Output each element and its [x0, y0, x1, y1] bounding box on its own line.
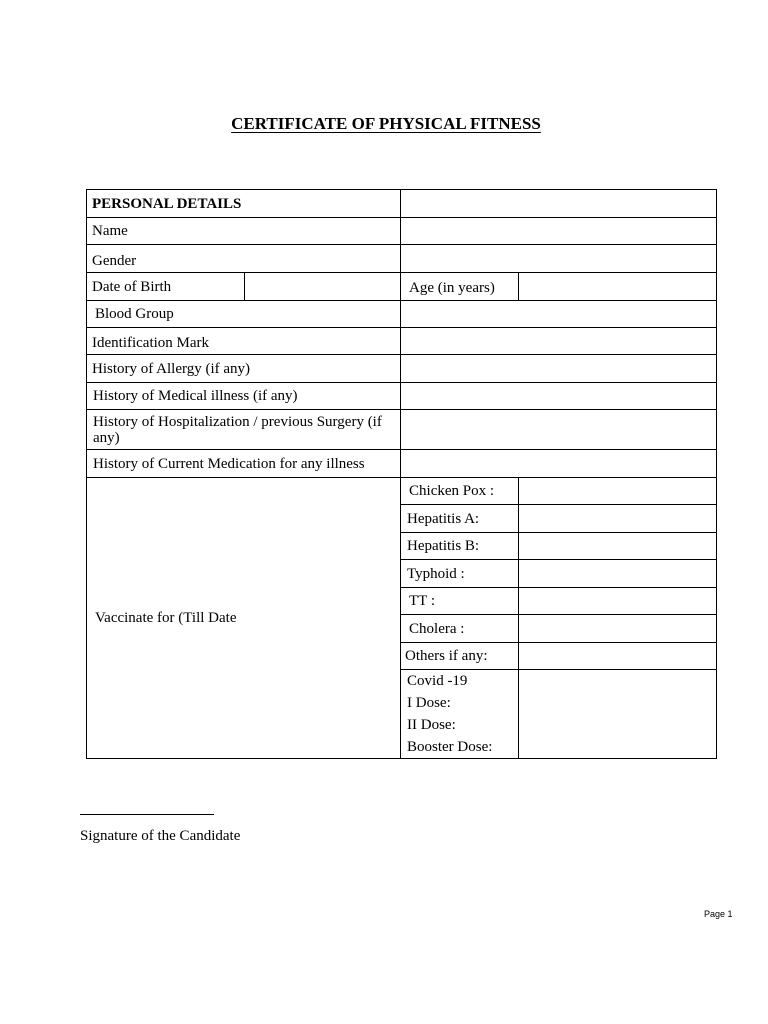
- age-label: Age (in years): [401, 273, 519, 301]
- allergy-field[interactable]: [401, 355, 717, 383]
- hepatitis-b-label: Hepatitis B:: [401, 533, 519, 560]
- page-title: CERTIFICATE OF PHYSICAL FITNESS: [231, 114, 541, 133]
- typhoid-label: Typhoid :: [401, 560, 519, 588]
- table-row: [87, 478, 717, 505]
- chicken-pox-label: Chicken Pox :: [401, 478, 519, 505]
- gender-label: Gender: [87, 245, 401, 273]
- age-field[interactable]: [519, 273, 717, 301]
- others-label: Others if any:: [401, 643, 519, 670]
- hepatitis-b-field[interactable]: [519, 533, 717, 560]
- hospitalization-label: History of Hospitalization / previous Surgery (if any): [87, 410, 401, 450]
- covid-label-cell: [401, 670, 519, 759]
- table-row: [87, 410, 717, 450]
- section-header-value-cell[interactable]: [401, 190, 717, 218]
- name-field[interactable]: [401, 218, 717, 245]
- identification-mark-label: Identification Mark: [87, 328, 401, 355]
- hepatitis-a-label: Hepatitis A:: [401, 505, 519, 533]
- typhoid-field[interactable]: [519, 560, 717, 588]
- cholera-field[interactable]: [519, 615, 717, 643]
- section-header: PERSONAL DETAILS: [87, 190, 401, 218]
- cholera-label: Cholera :: [401, 615, 519, 643]
- others-field[interactable]: [519, 643, 717, 670]
- vaccination-label: Vaccinate for (Till Date: [87, 478, 401, 759]
- table-row: [87, 218, 717, 245]
- dob-field[interactable]: [245, 273, 401, 301]
- table-row: [87, 355, 717, 383]
- page-number: Page 1: [704, 909, 733, 919]
- personal-details-table: [86, 189, 717, 759]
- table-row: [87, 273, 717, 301]
- covid-field[interactable]: [519, 670, 717, 759]
- tt-label: TT :: [401, 588, 519, 615]
- current-medication-field[interactable]: [401, 450, 717, 478]
- table-row: [87, 301, 717, 328]
- identification-mark-field[interactable]: [401, 328, 717, 355]
- current-medication-label: History of Current Medication for any illness: [87, 450, 401, 478]
- name-label: Name: [87, 218, 401, 245]
- hospitalization-field[interactable]: [401, 410, 717, 450]
- medical-illness-label: History of Medical illness (if any): [87, 383, 401, 410]
- gender-field[interactable]: [401, 245, 717, 273]
- blood-group-label: Blood Group: [87, 301, 401, 328]
- tt-field[interactable]: [519, 588, 717, 615]
- table-row: [87, 190, 717, 218]
- table-row: [87, 450, 717, 478]
- table-row: [87, 328, 717, 355]
- hepatitis-a-field[interactable]: [519, 505, 717, 533]
- table-row: [87, 383, 717, 410]
- medical-illness-field[interactable]: [401, 383, 717, 410]
- covid-dose2-label: II Dose:: [407, 717, 456, 733]
- table-row: [87, 245, 717, 273]
- signature-line: [80, 814, 214, 815]
- covid-heading: Covid -19: [407, 673, 468, 689]
- allergy-label: History of Allergy (if any): [87, 355, 401, 383]
- covid-booster-label: Booster Dose:: [407, 739, 493, 755]
- blood-group-field[interactable]: [401, 301, 717, 328]
- chicken-pox-field[interactable]: [519, 478, 717, 505]
- dob-label: Date of Birth: [87, 273, 245, 301]
- covid-dose1-label: I Dose:: [407, 695, 451, 711]
- signature-label: Signature of the Candidate: [80, 828, 241, 844]
